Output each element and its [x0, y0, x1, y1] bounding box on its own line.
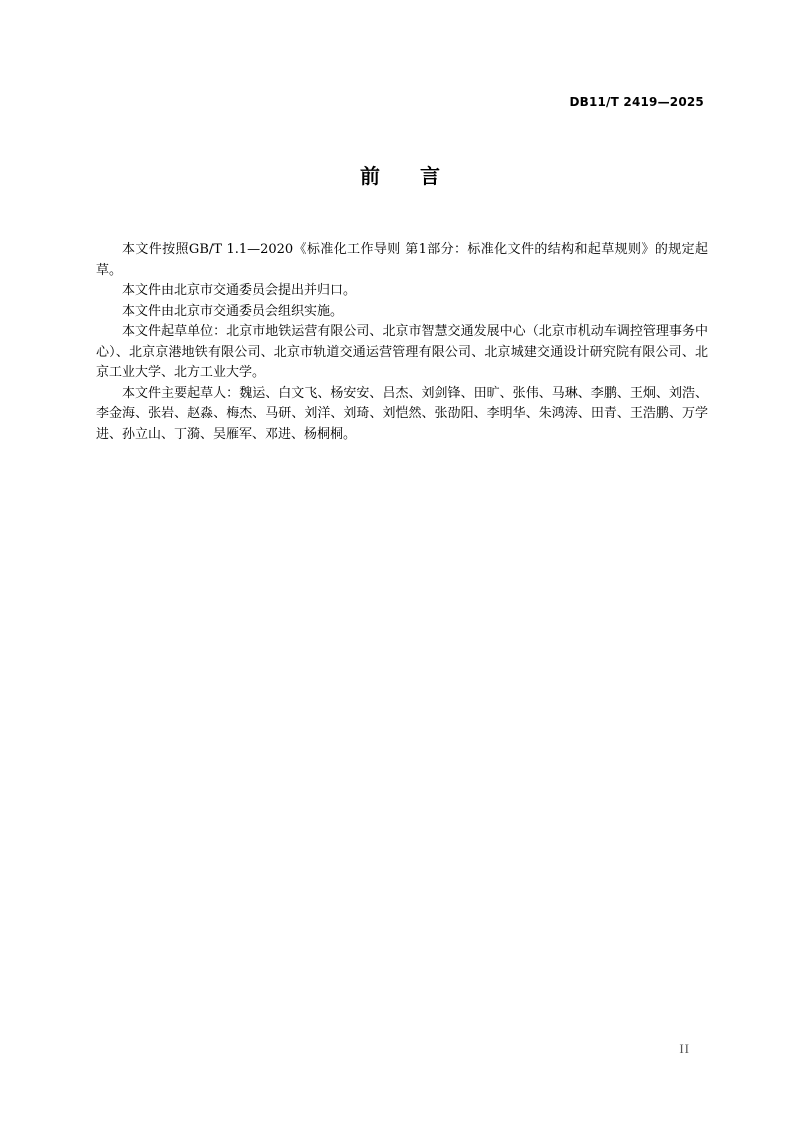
- paragraph-drafting-units: 本文件起草单位：北京市地铁运营有限公司、北京市智慧交通发展中心（北京市机动车调控管理事务中心）、北京京港地铁有限公司、北京市轨道交通运营管理有限公司、北京城建交通设计研究院有限公司、北京工业大学、北方工业大学。: [96, 324, 708, 380]
- foreword-body: [96, 240, 708, 445]
- title-char-1: 前: [360, 164, 380, 188]
- paragraph-proposer: 本文件由北京市交通委员会提出并归口。: [122, 283, 357, 298]
- paragraph-drafting-rules: 本文件按照GB/T 1.1—2020《标准化工作导则 第1部分：标准化文件的结构和起草规则》的规定起草。: [96, 242, 708, 278]
- page-number: II: [679, 1041, 690, 1056]
- document-code: DB11/T 2419—2025: [569, 95, 704, 109]
- page-title: [0, 160, 800, 189]
- title-char-2: 言: [420, 164, 440, 188]
- paragraph-implementer: 本文件由北京市交通委员会组织实施。: [122, 303, 344, 319]
- paragraph-drafters: 本文件主要起草人：魏运、白文飞、杨安安、吕杰、刘剑锋、田旷、张伟、马琳、李鹏、王炯、刘浩、李金海、张岩、赵淼、梅杰、马研、刘洋、刘琦、刘恺然、张劭阳、李明华、朱鸿涛、田青、王浩鹏、万学进、孙立山、丁漪、吴雁军、邓进、杨桐桐。: [96, 385, 708, 442]
